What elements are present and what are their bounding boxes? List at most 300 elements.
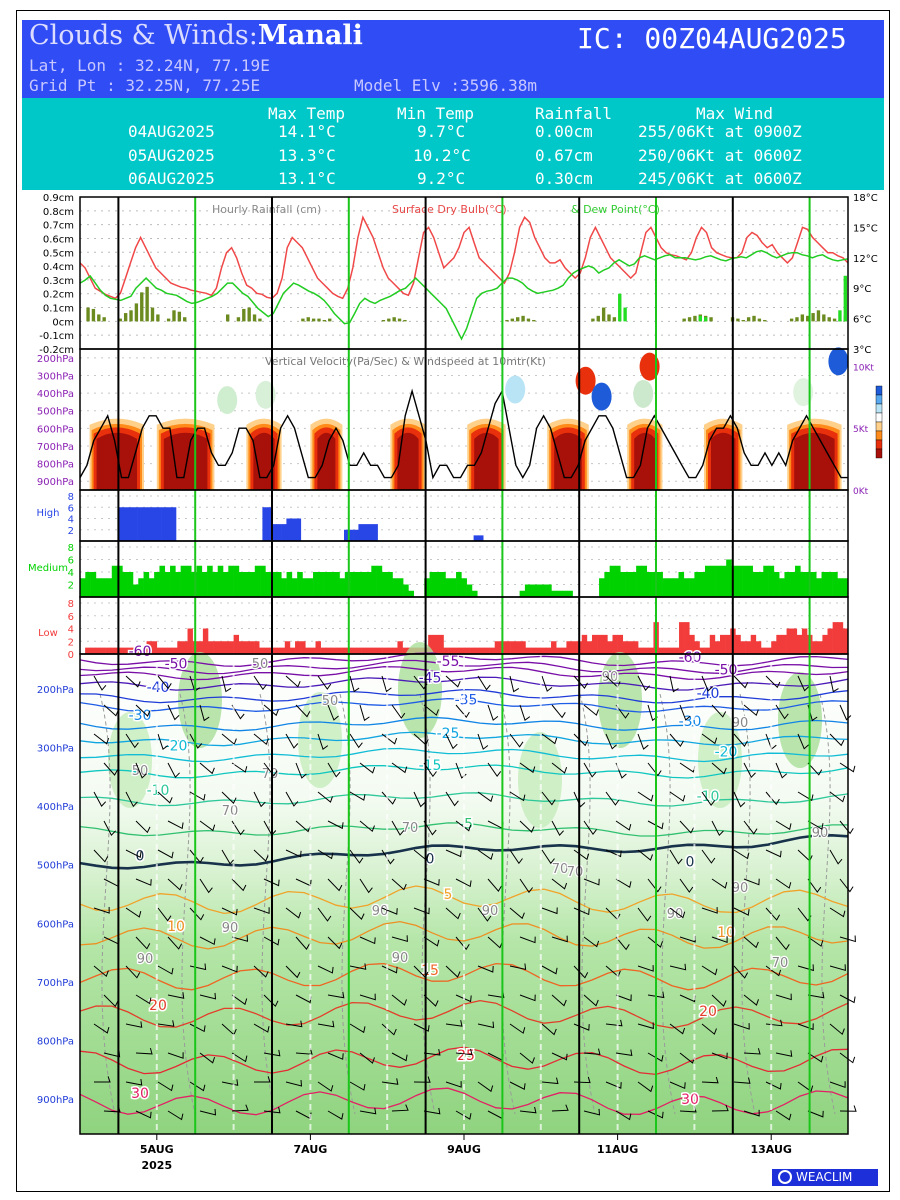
rain-bar (398, 319, 401, 322)
rain-bar (328, 319, 331, 322)
cloud-bar (657, 572, 663, 597)
rain-tick-label: -0.2cm (39, 345, 74, 356)
cloud-bar (599, 578, 605, 597)
rain-tick-label: 0.1cm (42, 303, 74, 315)
cloud-bar (361, 572, 367, 597)
cloud-bar (490, 648, 495, 654)
cloud-tick-label: 4 (67, 624, 74, 636)
cloud-series-label: High (36, 508, 60, 519)
cloud-bar (541, 585, 547, 598)
cloud-bar (313, 572, 319, 597)
cloud-bar (837, 578, 843, 597)
cloud-bar (366, 572, 372, 597)
cloud-bar (329, 572, 335, 597)
rain-bar (312, 319, 315, 322)
rain-bar (516, 317, 519, 321)
rain-tick-label: 0.7cm (42, 220, 74, 232)
cloud-bar (636, 566, 642, 597)
pressure-tick-label: 400hPa (36, 389, 74, 401)
cloud-bar (106, 648, 111, 654)
pressure-tick-label: 300hPa (36, 371, 74, 383)
pressure-tick-label: 200hPa (36, 353, 74, 365)
isotherm-label: -60 (128, 643, 152, 660)
cloud-bar (244, 641, 249, 654)
cloud-bar (479, 648, 484, 654)
cloud-bar (292, 578, 298, 597)
cloud-bar (372, 648, 377, 654)
cloud-bar (659, 648, 664, 654)
x-tick-label: 13AUG (750, 1143, 792, 1156)
rain-bar (811, 313, 814, 321)
cloud-bar (638, 648, 643, 654)
rain-bar (172, 310, 175, 321)
temp-tick-label: 6°C (853, 314, 872, 326)
cloud-bar (100, 648, 105, 654)
cloud-tick-label: 2 (67, 580, 74, 592)
temp-tick-label: 18°C (853, 193, 878, 204)
rain-bar-heavy (838, 310, 841, 321)
cloud-bar (305, 648, 310, 654)
cloud-bar (171, 507, 176, 541)
cloud-bar (811, 572, 817, 597)
rain-bar (151, 308, 154, 322)
cloud-bar (779, 578, 785, 597)
cloud-bar (721, 566, 727, 597)
cloud-bar (435, 572, 441, 597)
cloud-bar (91, 572, 97, 597)
row-date: 06AUG2025 (128, 169, 215, 188)
uplift-shade (794, 433, 834, 490)
rain-bar (392, 317, 395, 321)
cloud-bar (620, 572, 626, 597)
isotherm-label: -10 (696, 789, 720, 806)
cloud-bar (459, 648, 464, 654)
cloud-bar (310, 648, 315, 654)
rain-bar (237, 317, 240, 321)
cloud-bar (710, 635, 715, 654)
cloud-bar (715, 641, 720, 654)
isotherm-label: -50 (164, 656, 188, 673)
cloud-bar (159, 566, 165, 597)
cloud-bar (207, 566, 213, 597)
rain-bar (387, 319, 390, 322)
pressure-tick-label: 900hPa (36, 1094, 74, 1106)
rh-label: 90 (601, 670, 619, 685)
cloud-bar (833, 622, 838, 654)
isotherm-label: -25 (436, 725, 460, 742)
cloud-bar (249, 572, 255, 597)
x-tick-label: 9AUG (447, 1143, 481, 1156)
cloud-bar (85, 572, 91, 597)
isotherm-label: 20 (149, 998, 167, 1014)
pressure-tick-label: 700hPa (36, 441, 74, 453)
rh-patch (398, 642, 442, 738)
rh-label: 90 (666, 907, 684, 922)
rain-tick-label: 0.6cm (42, 234, 74, 246)
cloud-bar (740, 641, 745, 654)
cloud-bar (324, 572, 330, 597)
cloud-bar (832, 572, 838, 597)
cloud-tick-label: 6 (67, 503, 74, 515)
rh-label: 70 (771, 956, 789, 971)
rh-label: 50 (131, 764, 149, 779)
cloud-bar (264, 648, 269, 654)
rain-bar (317, 319, 320, 322)
rain-bar (607, 314, 610, 321)
cloud-bar (700, 572, 706, 597)
cloud-bar (408, 591, 414, 597)
cloud-bar (144, 572, 150, 597)
cloud-bar (469, 648, 474, 654)
isotherm-label: -5 (459, 816, 473, 833)
pressure-tick-label: 600hPa (36, 919, 74, 931)
cloud-bar (367, 648, 372, 654)
cloud-bar (295, 641, 300, 654)
rain-bar (801, 314, 804, 321)
cloud-bar (212, 572, 218, 597)
cloud-bar (138, 507, 143, 541)
uplift-shade (164, 433, 208, 490)
cloud-bar (300, 641, 305, 654)
cloud-bar (175, 572, 181, 597)
rain-bar (226, 314, 229, 321)
cloud-bar (758, 572, 764, 597)
cloud-tick-label: 4 (67, 568, 74, 579)
pressure-tick-label: 900hPa (36, 477, 74, 489)
rain-bar (92, 309, 95, 321)
cloud-bar (262, 507, 267, 541)
cloud-bar (776, 635, 781, 654)
cloud-bar (96, 578, 102, 597)
cloud-bar (440, 572, 446, 597)
rain-bar (307, 317, 310, 321)
cloud-bar (282, 524, 287, 541)
cloud-bar (203, 629, 208, 655)
cloud-bar (531, 648, 536, 654)
cloud-bar (461, 578, 467, 597)
rh-label: 90 (371, 904, 389, 919)
isotherm-label: -30 (678, 714, 702, 731)
cloud-bar (265, 572, 271, 597)
uplift-shade (317, 433, 335, 490)
rh-label: 70 (551, 862, 569, 877)
cloud-bar (633, 641, 638, 654)
cloud-bar (582, 635, 587, 654)
rain-bar (511, 319, 514, 322)
cloud-bar (720, 635, 725, 654)
row-min: 9.2°C (417, 169, 466, 188)
cloud-bar (291, 519, 296, 542)
cloud-bar (308, 578, 314, 597)
rh-label: 90 (391, 951, 409, 966)
cloud-bar (377, 648, 382, 654)
cloud-bar (260, 566, 266, 597)
cloud-bar (763, 566, 769, 597)
cloud-bar (822, 572, 828, 597)
cloud-bar (456, 572, 462, 597)
cloud-bar (592, 635, 597, 654)
rain-bar (752, 316, 755, 322)
cloud-bar (474, 535, 479, 541)
isotherm-label: -35 (454, 692, 478, 709)
cloud-bar (495, 641, 500, 654)
pressure-tick-label: 200hPa (36, 685, 74, 697)
pressure-tick-label: 500hPa (36, 406, 74, 418)
rain-bar (167, 319, 170, 322)
rain-bar (736, 319, 739, 322)
cloud-bar (451, 578, 457, 597)
cloud-bar (152, 641, 157, 654)
cloud-bar (387, 648, 392, 654)
cloud-bar (239, 572, 245, 597)
cloud-bar (515, 641, 520, 654)
cloud-bar (223, 572, 229, 597)
rain-tick-label: 0.3cm (42, 275, 74, 287)
cloud-bar (326, 648, 331, 654)
cloud-bar (234, 635, 239, 654)
windspeed-tick-label: 5Kt (853, 425, 869, 436)
cloud-bar (604, 572, 610, 597)
cloud-bar (197, 566, 203, 597)
cloud-tick-label: 8 (67, 543, 74, 554)
cloud-bar (612, 635, 617, 654)
rh-label: 90 (221, 921, 239, 936)
row-min: 10.2°C (413, 146, 471, 165)
uplift-shade (397, 433, 418, 490)
cloud-bar (368, 524, 373, 541)
rh-patch (108, 712, 152, 808)
rain-bar-heavy (699, 316, 702, 322)
cloud-bar (286, 519, 291, 542)
cloud-bar (218, 566, 224, 597)
rh-label: 70 (221, 804, 239, 819)
isotherm-label: -20 (714, 744, 738, 761)
cloud-bar (358, 524, 363, 541)
cloud-bar (275, 648, 280, 654)
cloud-bar (551, 641, 556, 654)
cloud-bar (742, 566, 748, 597)
rain-tick-label: 0.4cm (42, 262, 74, 274)
pressure-tick-label: 600hPa (36, 424, 74, 436)
rain-bar (613, 317, 616, 321)
cloud-bar (536, 585, 542, 598)
cloud-bar (484, 648, 489, 654)
cloud-bar (239, 641, 244, 654)
rh-label: 70 (401, 821, 419, 836)
cloud-bar (626, 572, 632, 597)
cloud-bar (152, 507, 157, 541)
cloud-tick-label: 4 (67, 514, 74, 526)
cloud-bar (172, 648, 177, 654)
rain-tick-label: 0.5cm (42, 248, 74, 260)
rain-tick-label: 0.2cm (42, 289, 74, 301)
col-max-temp: Max Temp (268, 104, 346, 123)
rain-bar (156, 314, 159, 321)
isotherm-label: -40 (696, 686, 720, 703)
weaclim-logo (772, 1169, 878, 1186)
pressure-tick-label: 800hPa (36, 1036, 74, 1048)
cloud-bar (166, 507, 171, 541)
cloud-bar (520, 591, 526, 597)
cloud-bar (766, 648, 771, 654)
cloud-bar (438, 635, 443, 654)
cloud-bar (567, 591, 573, 597)
cloud-bar (445, 578, 451, 597)
cloud-bar (746, 641, 751, 654)
cloud-bar (615, 566, 621, 597)
cloud-bar (673, 578, 679, 597)
cloud-bar (781, 635, 786, 654)
cloud-bar (290, 648, 295, 654)
cloud-bar (795, 566, 801, 597)
cloud-bar (572, 641, 577, 654)
legend-swatch (876, 395, 882, 404)
cloud-bar (336, 648, 341, 654)
cloud-bar (816, 578, 822, 597)
isotherm-label: -55 (436, 653, 460, 670)
col-min-temp: Min Temp (397, 104, 475, 123)
isotherm-label: 10 (167, 918, 185, 935)
isotherm-label: 0 (135, 848, 145, 865)
cloud-tick-label: 8 (67, 492, 74, 503)
rain-bar (688, 317, 691, 321)
vv-anomaly (828, 347, 848, 375)
cloud-bar (382, 648, 387, 654)
rain-bar (129, 310, 132, 321)
row-date: 05AUG2025 (128, 146, 215, 165)
cloud-bar (753, 572, 759, 597)
col-rainfall: Rainfall (535, 104, 613, 123)
pressure-tick-label: 500hPa (36, 860, 74, 872)
cloud-bar (800, 572, 806, 597)
rain-bar (683, 319, 686, 322)
rain-bar (247, 308, 250, 322)
cloud-bar (363, 524, 368, 541)
temp-tick-label: 3°C (853, 345, 872, 356)
row-wind: 250/06Kt at 0600Z (638, 146, 802, 165)
cloud-bar (285, 641, 290, 654)
cloud-bar (618, 635, 623, 654)
rain-tick-label: 0.9cm (42, 193, 74, 204)
windspeed-tick-label: 10Kt (853, 363, 874, 374)
x-tick-label: 11AUG (596, 1143, 639, 1156)
x-tick-label: 5AUG (139, 1143, 174, 1156)
rain-bar (403, 320, 406, 321)
rain-bar (135, 303, 138, 321)
cloud-bar (287, 572, 293, 597)
cloud-bar (297, 572, 303, 597)
legend-swatch (876, 413, 882, 422)
cloud-bar (362, 648, 367, 654)
cloud-bar (628, 641, 633, 654)
cloud-bar (101, 578, 107, 597)
cloud-bar (610, 566, 616, 597)
rh-label: 50 (251, 657, 269, 672)
cloud-bar (684, 578, 690, 597)
cloud-bar (751, 635, 756, 654)
cloud-bar (149, 578, 155, 597)
cloud-bar (316, 641, 321, 654)
rain-bar (86, 308, 89, 322)
cloud-bar (356, 648, 361, 654)
cloud-bar (138, 578, 144, 597)
isotherm-label: -45 (418, 670, 442, 687)
row-wind: 255/06Kt at 0900Z (638, 122, 802, 141)
cloud-bar (95, 648, 100, 654)
cloud-bar (228, 641, 233, 654)
cloud-bar (202, 572, 208, 597)
rh-label: 90 (481, 904, 499, 919)
cloud-bar (797, 635, 802, 654)
gridpt-label: Grid Pt : 32.25N, 77.25E (29, 76, 261, 95)
isotherm-label: 25 (457, 1047, 475, 1064)
uplift-shade (554, 433, 582, 490)
row-rain: 0.30cm (535, 169, 593, 188)
cloud-bar (771, 641, 776, 654)
rh-label: 90 (731, 881, 749, 896)
rain-bar (693, 316, 696, 322)
cloud-bar (817, 641, 822, 654)
legend-swatch (876, 386, 882, 395)
pressure-tick-label: 800hPa (36, 459, 74, 471)
chart-title: Clouds & Winds:Manali (29, 20, 363, 51)
cloud-bar (769, 566, 775, 597)
cloud-bar (668, 578, 674, 597)
cloud-tick-label: 0 (67, 650, 74, 661)
pressure-tick-label: 400hPa (36, 802, 74, 814)
rain-bar (323, 320, 326, 321)
cloud-bar (167, 648, 172, 654)
legend-swatch (876, 449, 882, 458)
cloud-bar (602, 635, 607, 654)
vv-anomaly (592, 383, 612, 411)
rain-tick-label: 0.8cm (42, 206, 74, 218)
rh-label: 70 (566, 865, 584, 880)
isotherm-label: -10 (146, 783, 170, 800)
isotherm-label: 10 (717, 924, 735, 941)
cloud-bar (276, 572, 282, 597)
logo-text: WEACLIM (796, 1170, 853, 1184)
isotherm-label: 30 (681, 1091, 699, 1108)
cloud-bar (123, 507, 128, 541)
col-max-wind: Max Wind (696, 104, 774, 123)
row-date: 04AUG2025 (128, 122, 215, 141)
cloud-panel-high (37, 490, 848, 541)
rain-bar-heavy (623, 308, 626, 322)
cloud-bar (505, 641, 510, 654)
cloud-bar (122, 572, 128, 597)
rain-bar (527, 319, 530, 322)
cloud-bar (321, 648, 326, 654)
cloud-bar (536, 648, 541, 654)
vv-light-patch (217, 386, 237, 414)
cloud-bar (280, 648, 285, 654)
cloud-bar (792, 629, 797, 655)
row-wind: 245/06Kt at 0600Z (638, 169, 802, 188)
cloud-bar (255, 566, 261, 597)
cloud-bar (643, 648, 648, 654)
cloud-bar (318, 572, 324, 597)
cloud-tick-label: 2 (67, 637, 74, 649)
cloud-tick-label: 8 (67, 599, 74, 610)
rain-bar (591, 319, 594, 322)
cloud-bar (128, 572, 134, 597)
rain-bar (758, 319, 761, 322)
cloud-bar (433, 635, 438, 654)
cloud-bar (761, 648, 766, 654)
cloud-bar (747, 566, 753, 597)
cloud-bar (774, 572, 780, 597)
